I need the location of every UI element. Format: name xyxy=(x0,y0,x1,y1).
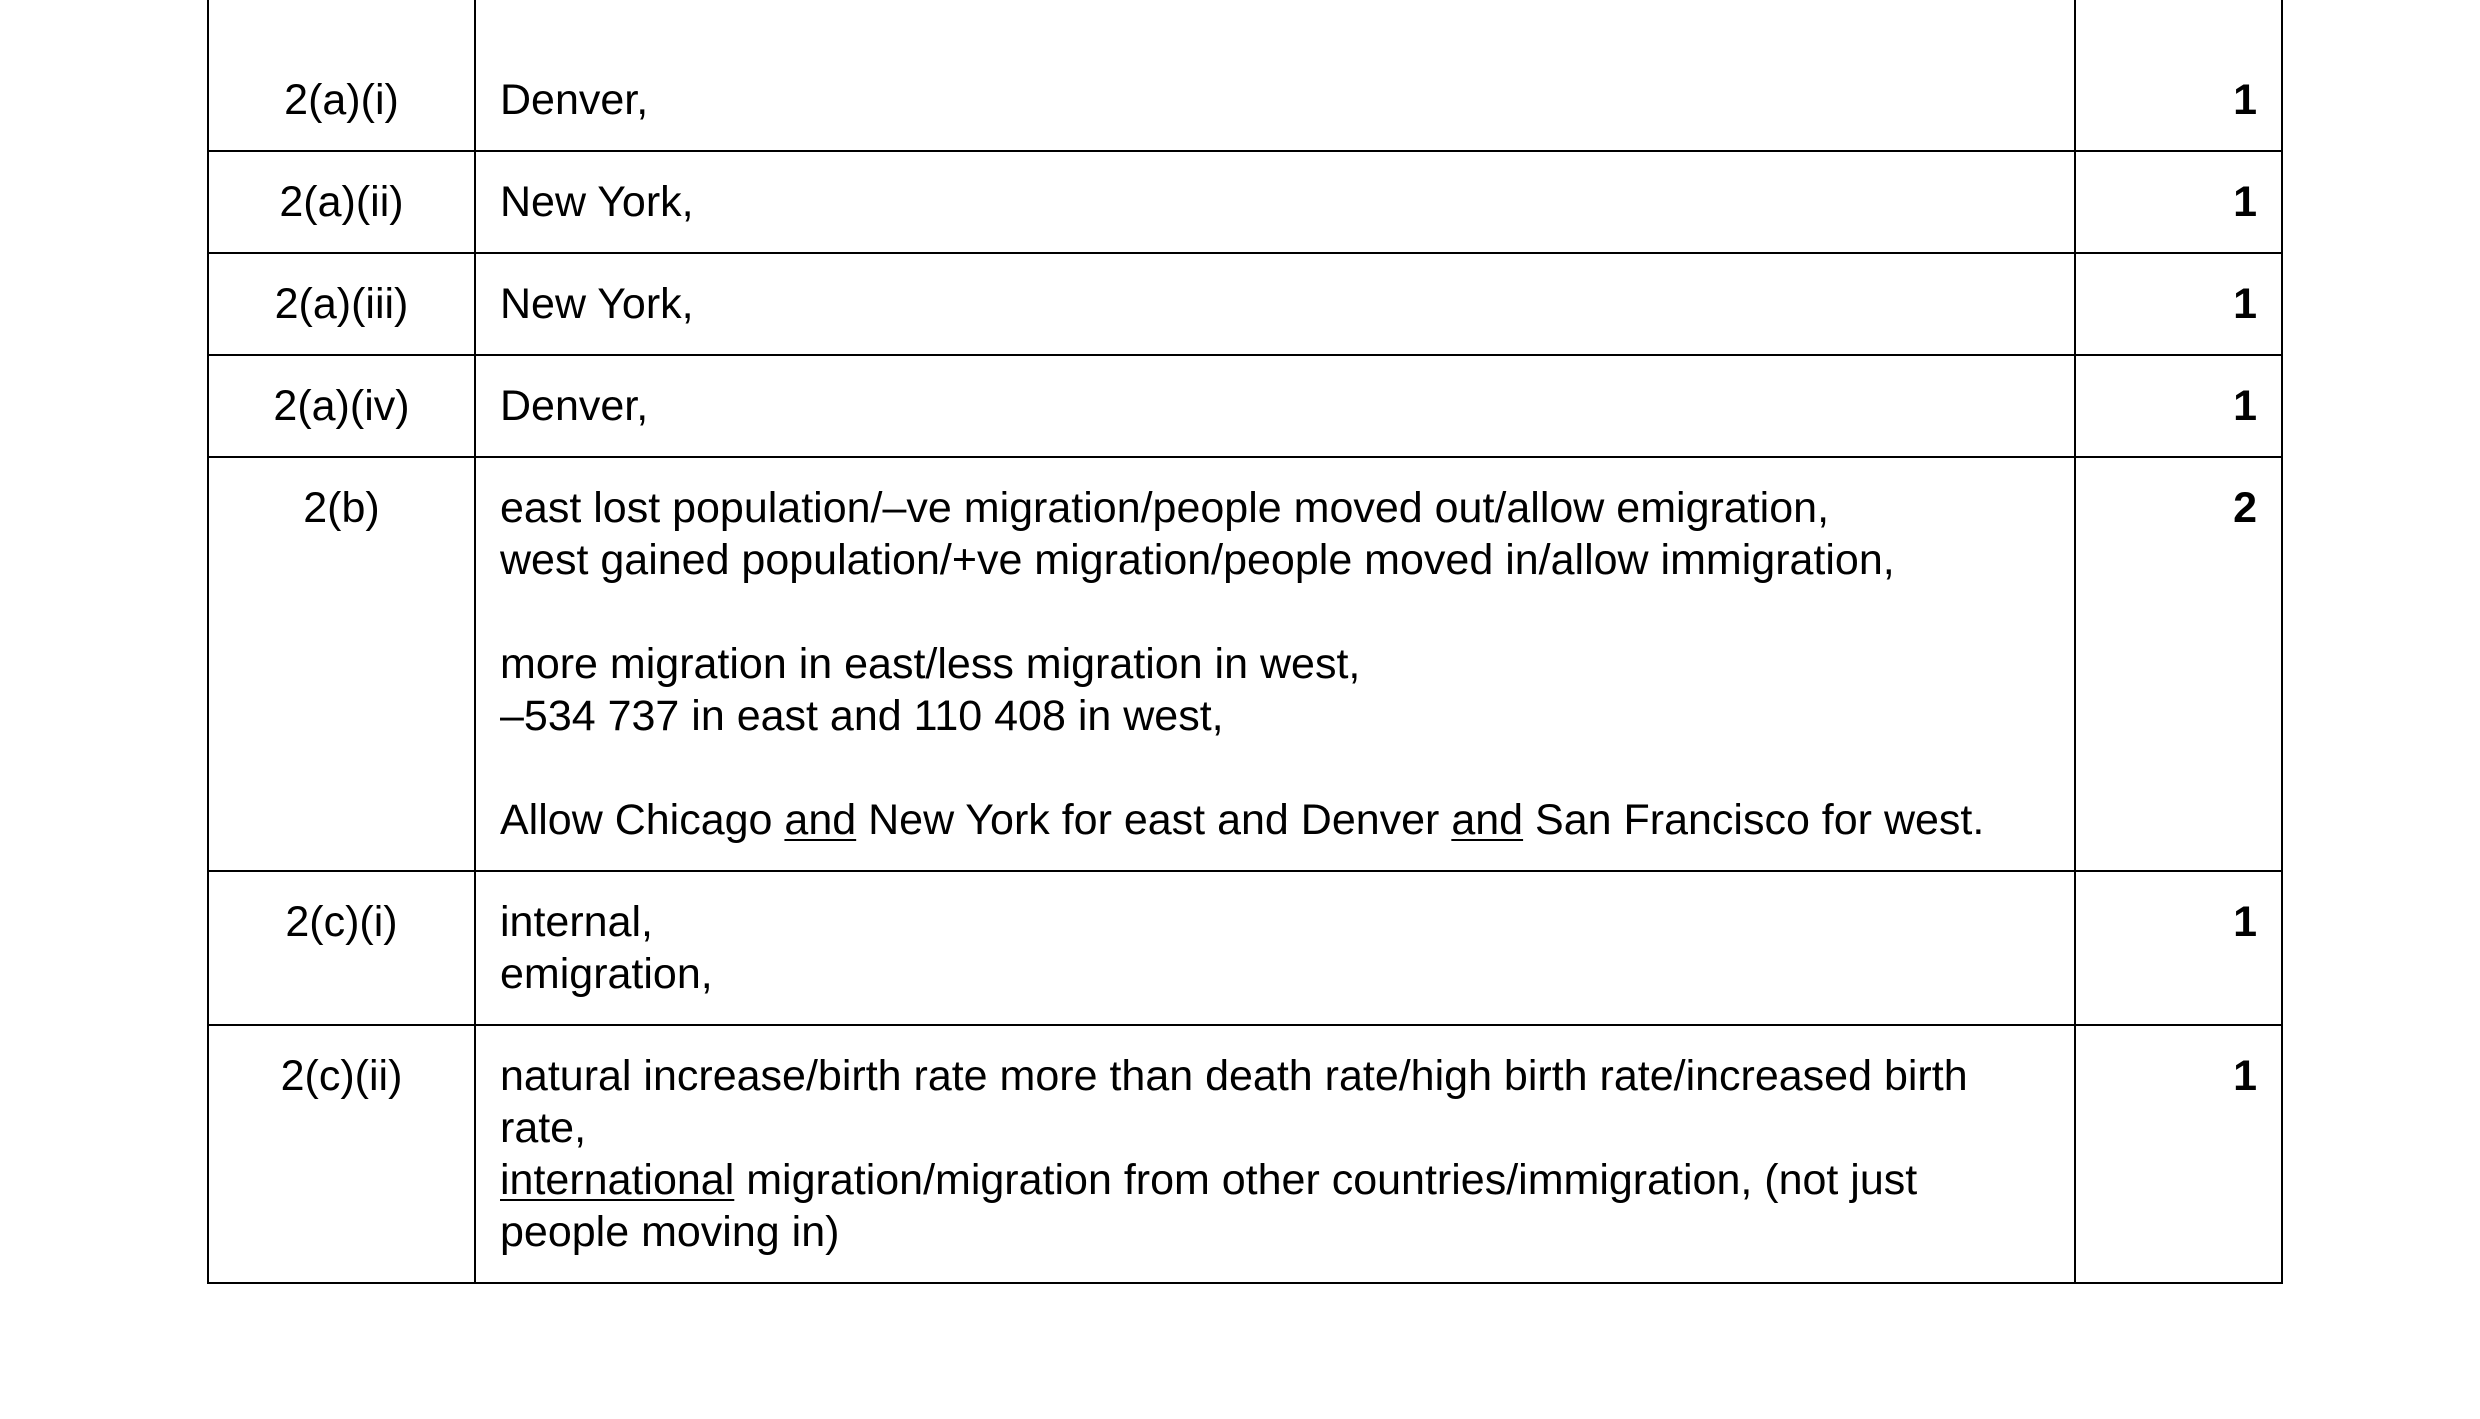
answer-line: west gained population/+ve migration/people moved in/allow immigration, xyxy=(500,536,1895,584)
answer-line: –534 737 in east and 110 408 in west, xyxy=(500,692,1224,740)
allow-text: Allow Chicago xyxy=(500,796,785,844)
allow-note xyxy=(500,794,2050,846)
question-number: 2(c)(ii) xyxy=(208,1025,475,1283)
answer-line: internal, xyxy=(500,898,653,946)
underlined-and: and xyxy=(784,796,857,844)
question-number: 2(a)(ii) xyxy=(208,151,475,253)
answer-cell xyxy=(475,355,2075,457)
table-row xyxy=(208,0,2282,151)
marks-cell: 1 xyxy=(2075,1025,2282,1283)
marks-cell: 1 xyxy=(2075,871,2282,1025)
answer-cell xyxy=(475,151,2075,253)
allow-line xyxy=(500,794,2050,846)
underlined-international: international xyxy=(500,1156,735,1204)
table-row xyxy=(208,457,2282,871)
table-row xyxy=(208,253,2282,355)
answer-line: New York, xyxy=(500,178,694,226)
table-row xyxy=(208,151,2282,253)
table-row xyxy=(208,871,2282,1025)
answer-cell xyxy=(475,0,2075,151)
answer-cell xyxy=(475,871,2075,1025)
answer-line: natural increase/birth rate more than death rate/high birth rate/increased birth rate, xyxy=(500,1052,1968,1152)
answer-line: east lost population/–ve migration/people moved out/allow emigration, xyxy=(500,484,1830,532)
answer-text: migration/migration from other countries/immigration, (not just people moving in) xyxy=(500,1156,1918,1256)
marks-cell: 1 xyxy=(2075,151,2282,253)
answer-cell xyxy=(475,457,2075,871)
answer-line: Denver, xyxy=(500,382,649,430)
answer-line xyxy=(500,1154,2050,1258)
answer-line: Denver, xyxy=(500,76,649,124)
marks-cell: 1 xyxy=(2075,253,2282,355)
answer-cell xyxy=(475,1025,2075,1283)
answer-line: New York, xyxy=(500,280,694,328)
answer-paragraph xyxy=(500,482,2050,586)
allow-text: New York for east and Denver xyxy=(856,796,1452,844)
table-row xyxy=(208,1025,2282,1283)
question-number: 2(a)(i) xyxy=(208,0,475,151)
marks-cell: 1 xyxy=(2075,355,2282,457)
mark-scheme-table xyxy=(207,0,2283,1284)
answer-line: emigration, xyxy=(500,950,713,998)
marks-cell: 2 xyxy=(2075,457,2282,871)
answer-line: more migration in east/less migration in west, xyxy=(500,640,1361,688)
question-number: 2(c)(i) xyxy=(208,871,475,1025)
question-number: 2(b) xyxy=(208,457,475,871)
underlined-and: and xyxy=(1451,796,1524,844)
marks-cell: 1 xyxy=(2075,0,2282,151)
allow-text: San Francisco for west. xyxy=(1523,796,1985,844)
answer-cell xyxy=(475,253,2075,355)
question-number: 2(a)(iv) xyxy=(208,355,475,457)
answer-paragraph xyxy=(500,638,2050,742)
table-row xyxy=(208,355,2282,457)
question-number: 2(a)(iii) xyxy=(208,253,475,355)
